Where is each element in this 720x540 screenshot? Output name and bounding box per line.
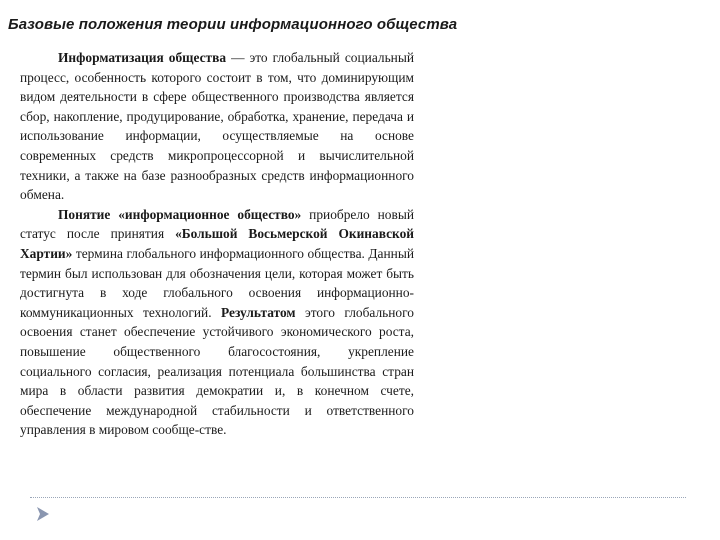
okinawa-charter: «Большой Восьмерской Окинавской Хартии» (20, 226, 414, 261)
paragraph-text: приобрело новый статус после принятия (20, 206, 414, 242)
paragraph-text: термина глобального информационного общества. Данный термин был использован для обозначения цели, которая может быть достигнута в ходе глобального освоения информационно-коммуникационных технологий. (20, 245, 414, 320)
term-informatization: Информатизация общества (58, 50, 227, 65)
body-text (20, 48, 414, 440)
term-result: Результатом (221, 304, 296, 320)
paragraph-text: — это глобальный социальный процесс, особенность которого состоит в том, что доминирующим видом деятельности в сфере общественного производства является сбор, накопление, продуцирование, обработка, хранение, передача и использование информации, осуществляемые на основе современных средств микропроцессорной и вычислительной техники, а также на базе разнообразных средств информационного обмена. (20, 50, 415, 203)
slide-title: Базовые положения теории информационного общества (8, 16, 458, 33)
paragraph-text: этого глобального освоения станет обеспечение устойчивого экономического роста, повышение общественного благосостояния, укрепление социального согласия, реализация потенциала большинства стран мира в области развития демократии и, в конечном счете, обеспечение международной стабильности и ответственного управления в мировом сообще-стве. (20, 304, 414, 438)
term-information-society: Понятие «информационное общество» (58, 206, 302, 222)
arrow-right-icon[interactable] (36, 506, 50, 522)
paragraph-informatization (20, 48, 414, 205)
footer-divider (30, 497, 686, 498)
paragraph-information-society (20, 205, 414, 440)
